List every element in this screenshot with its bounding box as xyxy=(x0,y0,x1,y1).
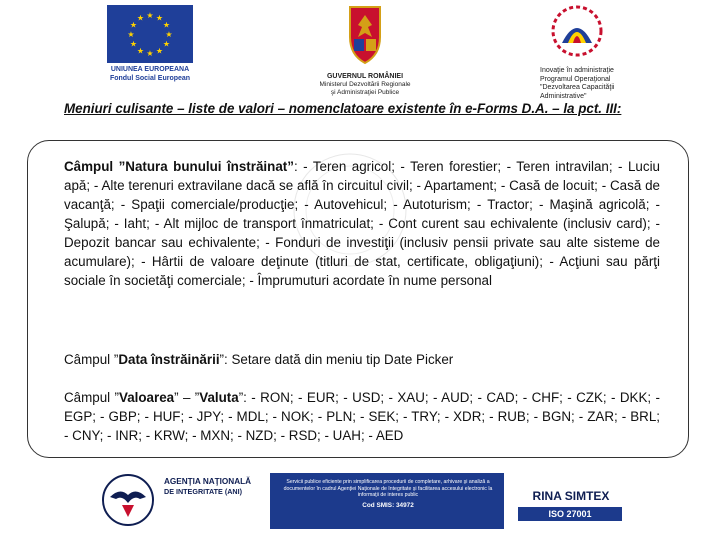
ani-eagle-icon xyxy=(100,473,156,527)
government-caption xyxy=(300,73,430,97)
section-valoarea-valuta xyxy=(64,388,660,445)
ani-name-line-1: AGENŢIA NAŢIONALĂ xyxy=(164,477,252,486)
iso-badge: ISO 27001 REGISTERED xyxy=(518,507,622,521)
data-description: ”: Setare dată din meniu tip Date Picker xyxy=(219,352,454,367)
inov-caption-line-4: Administrative" xyxy=(540,92,587,100)
eu-star-icon: ★ xyxy=(155,13,164,23)
inovatie-caption xyxy=(540,67,640,101)
eu-caption-line-1: UNIUNEA EUROPEANA xyxy=(110,66,190,73)
eu-star-icon: ★ xyxy=(127,30,135,39)
gov-caption-line-2: Ministerul Dezvoltării Regionale xyxy=(319,81,411,88)
inov-caption-line-1: Inovaţie în administraţie xyxy=(540,67,614,74)
gov-caption-line-3: şi Administraţiei Publice xyxy=(330,89,400,96)
footer-banner xyxy=(92,465,640,537)
section-natura-bunului xyxy=(64,157,660,290)
gov-caption-line-1: GUVERNUL ROMÂNIEI xyxy=(326,73,404,80)
valuta-label: Valuta xyxy=(199,390,239,405)
romania-crest-icon xyxy=(346,3,384,67)
section-data-instrainarii xyxy=(64,350,660,369)
data-label-prefix: Câmpul ” xyxy=(64,352,119,367)
project-description-text: Servicii publice eficiente prin simplificarea procedurii de completare, arhivare şi analiză a documentelor în cadrul Agenţiei Naţionale de Integritate şi facilitarea accesului electronic la informaţii de interes public xyxy=(283,479,493,499)
inov-caption-line-3: "Dezvoltarea Capacităţii xyxy=(540,84,615,92)
ani-name-line-2: DE INTEGRITATE (ANI) xyxy=(164,487,242,496)
inovatie-logo xyxy=(520,3,640,107)
eu-star-icon: ★ xyxy=(136,46,145,56)
eu-star-icon: ★ xyxy=(136,13,145,23)
valoarea-label-prefix: Câmpul ” xyxy=(64,390,119,405)
smis-code: Cod SMIS: 34972 xyxy=(362,501,414,509)
eu-star-icon: ★ xyxy=(146,49,154,58)
ani-name xyxy=(164,477,260,496)
eu-caption xyxy=(98,65,202,83)
eu-flag-icon xyxy=(107,5,193,63)
eu-star-icon: ★ xyxy=(129,39,138,49)
natura-label: Câmpul ”Natura bunului înstrăinat” xyxy=(64,159,294,174)
eu-logo xyxy=(98,3,202,91)
valoarea-label: Valoarea xyxy=(119,390,175,405)
inovatie-star-icon xyxy=(532,3,622,63)
project-description xyxy=(278,479,498,509)
inov-caption-line-2: Programul Operaţional xyxy=(540,75,611,83)
government-logo xyxy=(300,3,430,103)
eu-caption-line-2: Fondul Social European xyxy=(109,75,191,82)
rina-logo xyxy=(510,475,630,533)
page-title: Meniuri culisante – liste de valori – nomenclatoare existente în e-Forms D.A. – la pct. III: xyxy=(64,101,622,116)
eu-star-icon: ★ xyxy=(162,20,171,30)
eu-star-icon: ★ xyxy=(165,30,173,39)
rina-name: RINA SIMTEX xyxy=(532,489,610,503)
natura-values: : - Teren agricol; - Teren forestier; - Teren intravilan; - Luciu apă; - Alte terenuri extravilane dacă se află în circuitul civil; - Apartament; - Casă de locuit; - Casă de vacanţă; - Spaţii comerciale/producţie; - Autovehicul; - Autoturism; - Tractor; - Maşină agricolă; - Şalupă; - Iaht; - Alt mijloc de transport înmatriculat; - Cont curent sau echivalente (inclusiv card); - Depozit bancar sau echivalente; - Fonduri de investiţii (inclusiv pensii private sau alte sisteme de acumulare); - Hârtii de valoare deţinute (titluri de stat, certificate, obligaţiuni); - Acţiuni sau părţi sociale în societăţi comerciale; - Împrumuturi acordate în nume personal xyxy=(64,159,660,288)
eu-star-icon: ★ xyxy=(162,39,171,49)
valuta-values: ”: - RON; - EUR; - USD; - XAU; - AUD; - CAD; - CHF; - CZK; - DKK; - EGP; - GBP; - HUF; - JPY; - MDL; - NOK; - PLN; - SEK; - TRY; - XDR; - RUB; - BGN; - ZAR; - BRL; - CNY; - INR; - KRW; - MXN; - NZD; - RSD; - UAH; - AED xyxy=(64,390,660,443)
data-label: Data înstrăinării xyxy=(118,352,220,367)
eu-star-icon: ★ xyxy=(146,11,154,20)
valoarea-label-mid: ” – ” xyxy=(174,390,200,405)
eu-star-icon: ★ xyxy=(129,20,138,30)
project-info-band xyxy=(270,473,504,529)
eu-star-icon: ★ xyxy=(155,46,164,56)
